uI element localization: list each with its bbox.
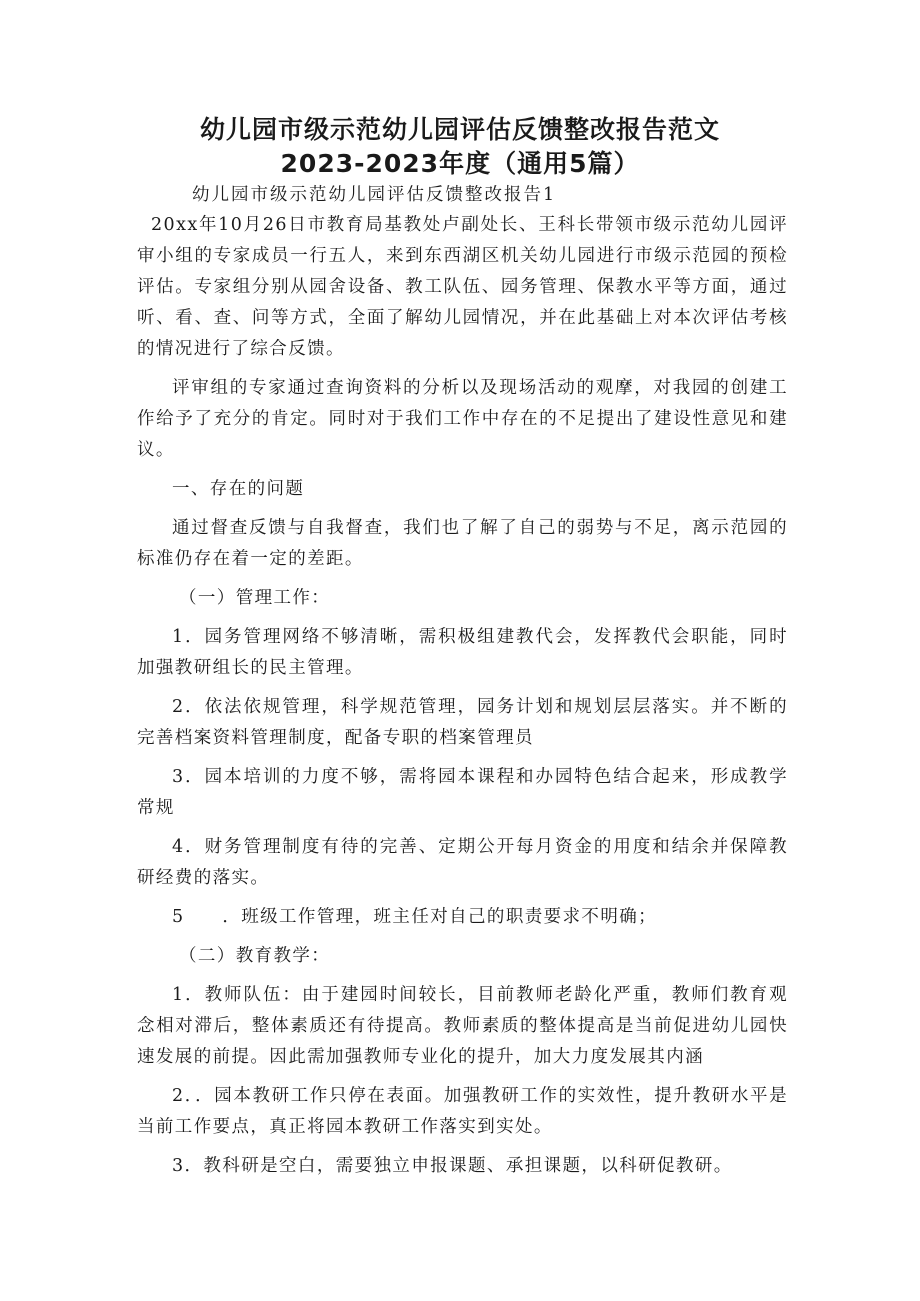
list-item-teaching-2: 2．．园本教研工作只停在表面。加强教研工作的实效性，提升教研水平是当前工作要点，真正将园本教研工作落实到实处。 xyxy=(137,1086,788,1137)
list-item-management-4: 4．财务管理制度有待的完善、定期公开每月资金的用度和结余并保障教研经费的落实。 xyxy=(137,837,788,888)
list-item-teaching-1: 1．教师队伍：由于建园时间较长，目前教师老龄化严重，教师们教育观念相对滞后，整体素质还有待提高。教师素质的整体提高是当前促进幼儿园快速发展的前提。因此需加强教师专业化的提升，加大力度发展其内涵 xyxy=(137,985,788,1067)
document-title: 幼儿园市级示范幼儿园评估反馈整改报告范文 xyxy=(199,115,720,144)
report-subtitle: 幼儿园市级示范幼儿园评估反馈整改报告1 xyxy=(192,185,557,205)
section-heading-problems: 一、存在的问题 xyxy=(172,479,305,499)
list-item-teaching-3: 3．教科研是空白，需要独立申报课题、承担课题，以科研促教研。 xyxy=(172,1156,733,1176)
paragraph-review: 评审组的专家通过查询资料的分析以及现场活动的观摩，对我园的创建工作给予了充分的肯定。同时对于我们工作中存在的不足提出了建设性意见和建议。 xyxy=(137,378,788,460)
list-item-management-5: 5 ．班级工作管理，班主任对自己的职责要求不明确； xyxy=(172,907,658,927)
list-item-management-1: 1．园务管理网络不够清晰，需积极组建教代会，发挥教代会职能，同时加强教研组长的民主管理。 xyxy=(137,627,788,678)
paragraph-gap: 通过督查反馈与自我督查，我们也了解了自己的弱势与不足，离示范园的标准仍存在着一定的差距。 xyxy=(137,518,788,569)
paragraph-intro: 20xx年10月26日市教育局基教处卢副处长、王科长带领市级示范幼儿园评审小组的专家成员一行五人，来到东西湖区机关幼儿园进行市级示范园的预检评估。专家组分别从园舍设备、教工队伍、园务管理、保教水平等方面，通过听、看、查、问等方式，全面了解幼儿园情况，并在此基础上对本次评估考核的情况进行了综合反馈。 xyxy=(137,215,788,359)
subsection-heading-management: （一）管理工作： xyxy=(179,588,331,608)
list-item-management-3: 3．园本培训的力度不够，需将园本课程和办园特色结合起来，形成教学常规 xyxy=(137,767,788,818)
document-title-year: 2023-2023年度（通用5篇） xyxy=(280,149,640,178)
subsection-heading-teaching: （二）教育教学： xyxy=(179,946,331,966)
list-item-management-2: 2．依法依规管理，科学规范管理，园务计划和规划层层落实。并不断的完善档案资料管理制度，配备专职的档案管理员 xyxy=(137,697,788,748)
document-body xyxy=(137,210,788,1190)
